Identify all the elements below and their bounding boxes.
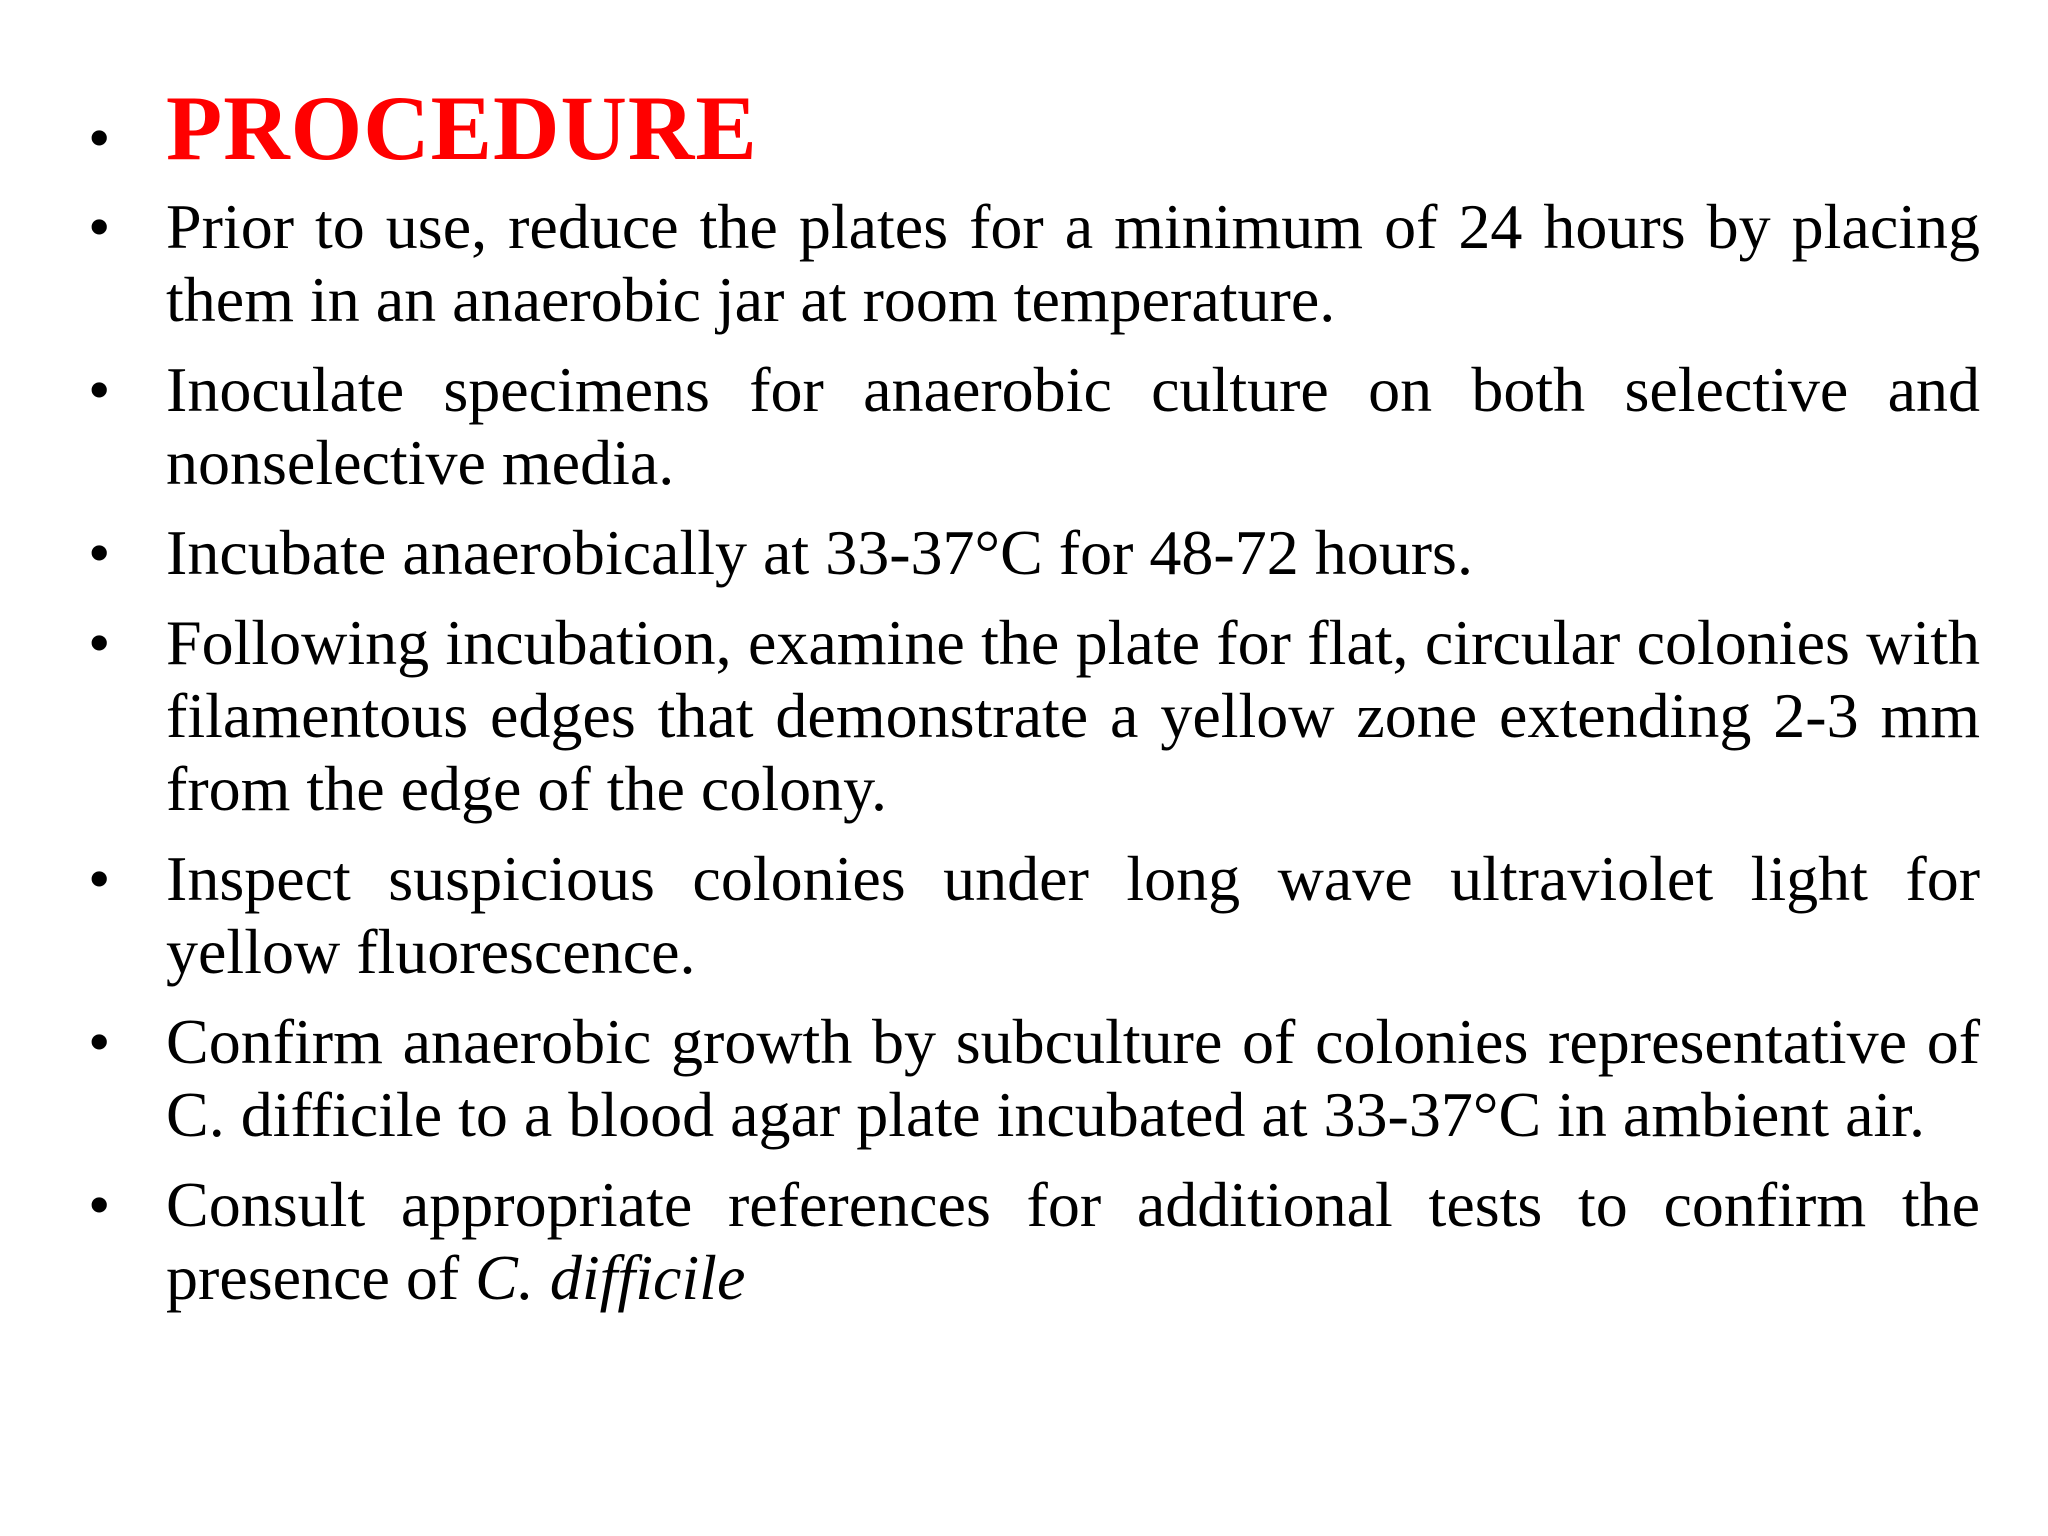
list-item bbox=[88, 842, 1980, 988]
list-item-text: Inspect suspicious colonies under long wave ultraviolet light for yellow fluorescence. bbox=[166, 843, 1980, 987]
list-item bbox=[88, 1005, 1980, 1151]
list-item-text: Following incubation, examine the plate for flat, circular colonies with filamentous edges that demonstrate a yellow zone extending 2-3 mm from the edge of the colony. bbox=[166, 607, 1980, 824]
list-item bbox=[88, 353, 1980, 499]
bullet-icon: • bbox=[88, 843, 111, 914]
procedure-list bbox=[88, 190, 1980, 1314]
list-item bbox=[88, 190, 1980, 336]
list-item-text: Inoculate specimens for anaerobic culture on both selective and nonselective media. bbox=[166, 354, 1980, 498]
slide-content bbox=[88, 76, 1980, 1331]
list-item-text: Prior to use, reduce the plates for a minimum of 24 hours by placing them in an anaerobic jar at room temperature. bbox=[166, 191, 1980, 335]
list-item bbox=[88, 606, 1980, 825]
title-row bbox=[88, 76, 1980, 180]
bullet-icon: • bbox=[88, 517, 111, 588]
bullet-icon: • bbox=[88, 1006, 111, 1077]
bullet-icon: • bbox=[88, 191, 111, 262]
list-item bbox=[88, 1168, 1980, 1314]
list-item-text-prefix: Consult appropriate references for additional tests to confirm the presence of bbox=[166, 1169, 1980, 1313]
list-item-text: Confirm anaerobic growth by subculture of colonies representative of C. difficile to a blood agar plate incubated at 33-37°C in ambient air. bbox=[166, 1006, 1980, 1150]
slide-title: PROCEDURE bbox=[166, 77, 758, 179]
bullet-icon: • bbox=[88, 102, 111, 173]
organism-name-italic: C. difficile bbox=[475, 1242, 746, 1313]
list-item-text bbox=[166, 1168, 1980, 1314]
list-item-text: Incubate anaerobically at 33-37°C for 48-72 hours. bbox=[166, 517, 1473, 588]
bullet-icon: • bbox=[88, 354, 111, 425]
list-item bbox=[88, 516, 1980, 589]
bullet-icon: • bbox=[88, 607, 111, 678]
bullet-icon: • bbox=[88, 1169, 111, 1240]
